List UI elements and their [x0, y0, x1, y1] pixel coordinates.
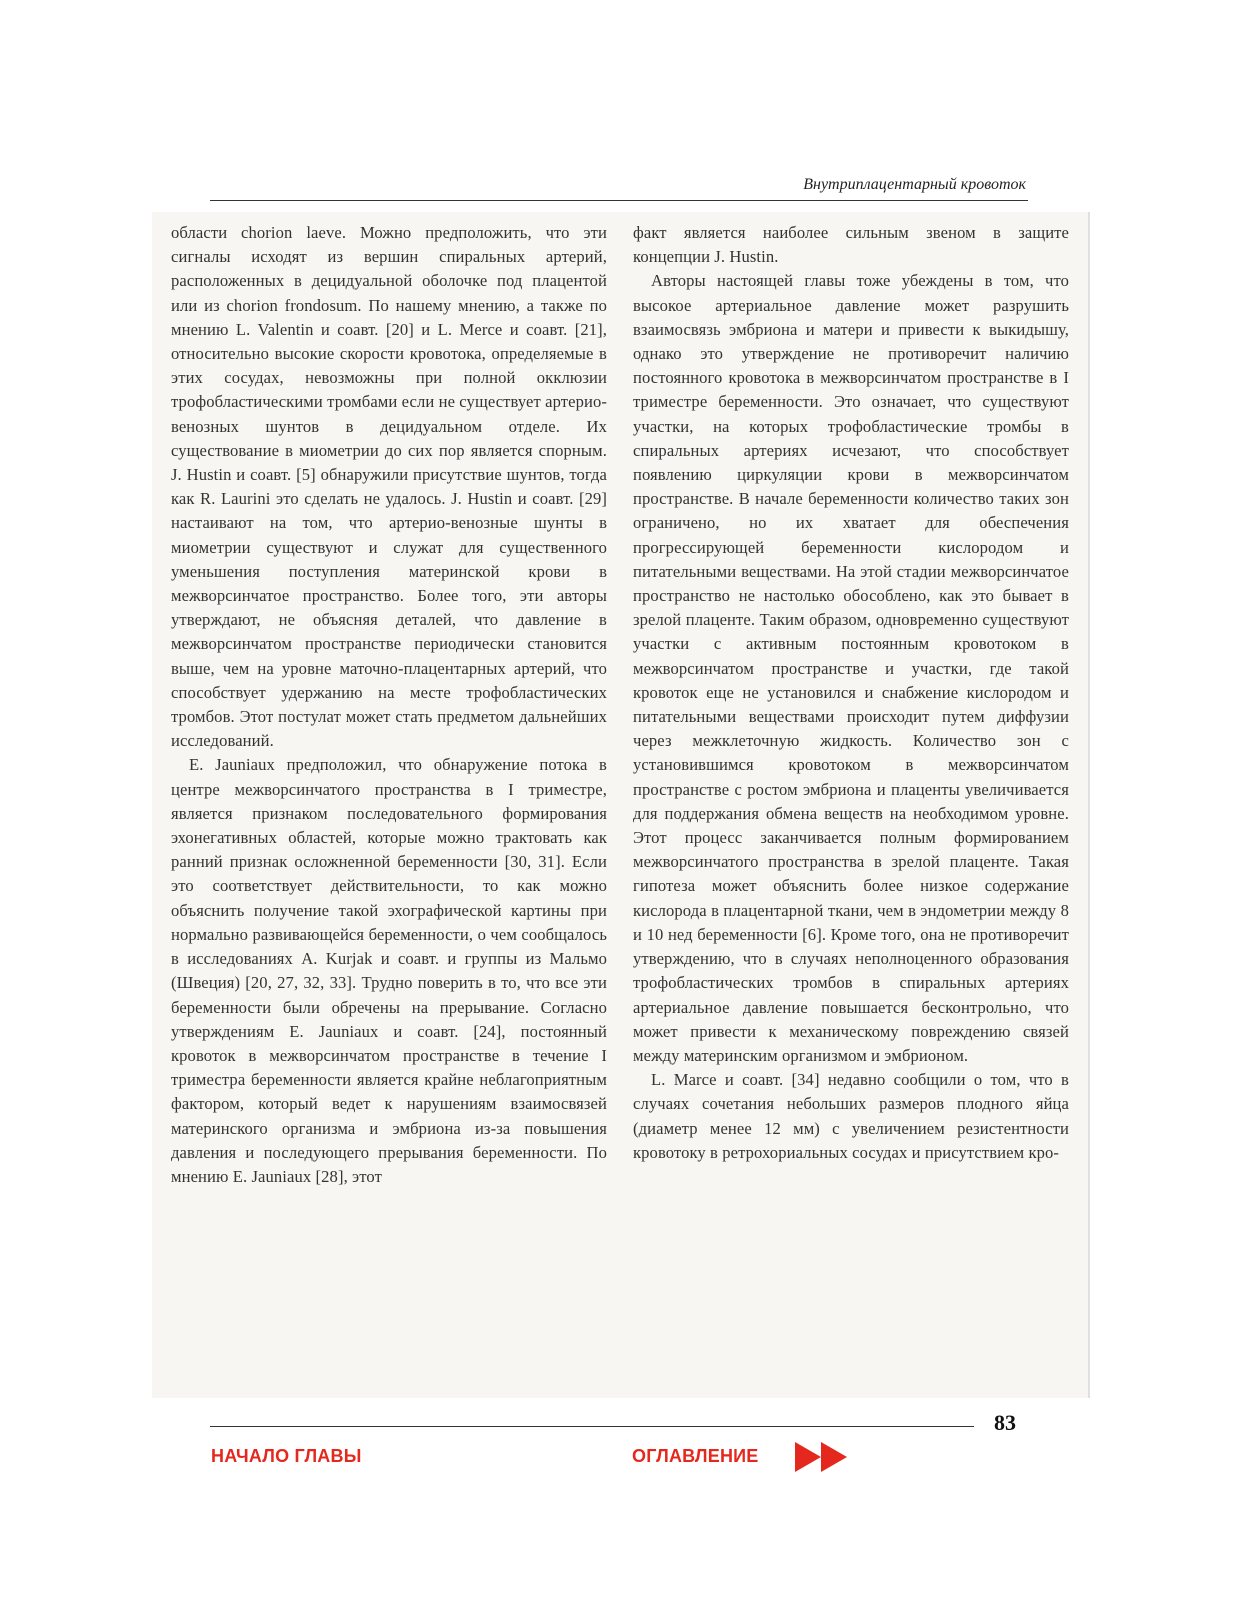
paragraph: E. Jauniaux предположил, что обнаружение потока в центре межворсинчатого пространства в I триместре, является признаком последовательного формирования эхонегативных областей, которые можно трактовать как ранний признак осложненной беременности [30, 31]. Если это соответствует действительности, то как можно объяснить получение такой эхографической картины при нормально развивающейся беременности, о чем сообщалось в исследованиях A. Kurjak и соавт. и группы из Мальмо (Швеция) [20, 27, 32, 33]. Трудно поверить в то, что все эти беременности были обречены на прерывание. Согласно утверждениям E. Jauniaux и соавт. [24], постоянный кровоток в межворсинчатом пространстве в течение I триместра беременности является крайне неблагоприятным фактором, который ведет к нарушениям взаимосвязей материнского организма и эмбриона из-за повышения давления и последующего прерывания беременности. По мнению E. Jauniaux [28], этот: [171, 755, 607, 1186]
footer-rule: [210, 1426, 974, 1427]
text-column-right: [633, 221, 1069, 1391]
page-number: 83: [994, 1410, 1016, 1435]
scan-edge-divider: [1088, 212, 1090, 1398]
text-column-left: [171, 221, 607, 1391]
paragraph: Авторы настоящей главы тоже убеждены в том, что высокое артериальное давление может разрушить взаимосвязь эмбриона и матери и привести к выкидышу, однако это утверждение не противоречит наличию постоянного кровотока в межворсинчатом пространстве в I триместре беременности. Это означает, что существуют участки, на которых трофобластические тромбы в спиральных артериях исчезают, что способствует появлению циркуляции крови в межворсинчатом пространстве. В начале беременности количество таких зон ограничено, но их хватает для обеспечения прогрессирующей беременности кислородом и питательными веществами. На этой стадии межворсинчатое пространство не настолько обособлено, как это бывает в зрелой плаценте. Таким образом, одновременно существуют участки с активным постоянным кровотоком в межворсинчатом пространстве и участки, где такой кровоток еще не установился и снабжение кислородом и питательными веществами происходит путем диффузии через межклеточную жидкость. Количество зон с установившимся кровотоком в межворсинчатом пространстве с ростом эмбриона и плаценты увеличивается для поддержания обмена веществ на необходимом уровне. Этот процесс заканчивается полным формированием межворсинчатого пространства в зрелой плаценте. Такая гипотеза может объяснить более низкое содержание кислорода в плацентарной ткани, чем в эндометрии между 8 и 10 нед беременности [6]. Кроме того, она не противоречит утверждению, что в случаях неполноценного образования трофобластических тромбов в спиральных артериях артериальное давление повышается бесконтрольно, что может привести к механическому повреждению связей между материнским организмом и эмбрионом.: [633, 271, 1069, 1065]
chapter-start-link[interactable]: НАЧАЛО ГЛАВЫ: [211, 1446, 362, 1466]
paragraph: области chorion laeve. Можно предположить, что эти сигналы исходят из вершин спиральных артерий, расположенных в децидуальной оболочке под плацентой или из chorion frondosum. По нашему мнению, а также по мнению L. Valentin и соавт. [20] и L. Merce и соавт. [21], относительно высокие скорости кровотока, определяемые в этих сосудах, невозможны при полной окклюзии трофобластическими тромбами если не существует артерио-венозных шунтов в децидуальном отделе. Их существование в миометрии до сих пор является спорным. J. Hustin и соавт. [5] обнаружили присутствие шунтов, тогда как R. Laurini это сделать не удалось. J. Hustin и соавт. [29] настаивают на том, что артерио-венозные шунты в миометрии существуют и служат для существенного уменьшения поступления материнской крови в межворсинчатое пространство. Более того, эти авторы утверждают, не объясняя деталей, что давление в межворсинчатом пространстве периодически становится выше, чем на уровне маточно-плацентарных артерий, что способствует удержанию на месте трофобластических тромбов. Этот постулат может стать предметом дальнейших исследований.: [171, 223, 607, 751]
running-title: Внутриплацентарный кровоток: [803, 176, 1026, 193]
table-of-contents-link[interactable]: ОГЛАВЛЕНИЕ: [632, 1446, 759, 1466]
paragraph: L. Marce и соавт. [34] недавно сообщили о том, что в случаях сочетания небольших размеров плодного яйца (диаметр менее 12 мм) с увеличением резистентности кровотоку в ретрохориальных сосудах и присутствием кро-: [633, 1070, 1069, 1162]
paragraph: факт является наиболее сильным звеном в защите концепции J. Hustin.: [633, 223, 1069, 267]
next-page-icon[interactable]: [795, 1440, 849, 1474]
running-header: [210, 172, 1028, 201]
